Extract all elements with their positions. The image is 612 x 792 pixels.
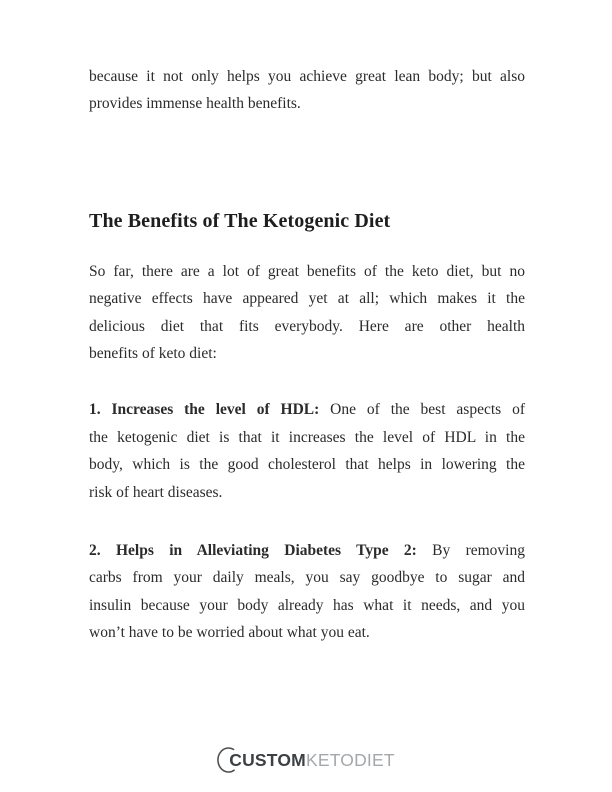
logo-text-custom: CUSTOM xyxy=(229,749,306,770)
benefit-item-diabetes xyxy=(89,537,525,647)
text-line: body, which is the good cholesterol that helps in lowering the xyxy=(89,456,525,474)
text-line: won’t have to be worried about what you eat. xyxy=(89,624,370,642)
section-heading: The Benefits of The Ketogenic Diet xyxy=(89,209,391,232)
brand-logo xyxy=(0,746,612,774)
logo-text-ketodiet: KETODIET xyxy=(305,749,395,770)
text-line: So far, there are a lot of great benefits of the keto diet, but no xyxy=(89,262,525,280)
overview-paragraph xyxy=(89,258,525,368)
benefit-item-hdl xyxy=(89,396,525,506)
text-line: insulin because your body already has what it needs, and you xyxy=(89,596,525,614)
text-line: 1. Increases the level of HDL: One of the best aspects of xyxy=(89,401,525,419)
text-line: carbs from your daily meals, you say goodbye to sugar and xyxy=(89,569,525,587)
text-line: risk of heart diseases. xyxy=(89,483,223,501)
text-line: because it not only helps you achieve great lean body; but also xyxy=(89,68,525,85)
document-page-content xyxy=(89,0,525,647)
text-line: provides immense health benefits. xyxy=(89,95,301,113)
text-line: the ketogenic diet is that it increases the level of HDL in the xyxy=(89,428,525,446)
text-line: negative effects have appeared yet at all; which makes it the xyxy=(89,290,525,308)
text-line: delicious diet that fits everybody. Here are other health xyxy=(89,317,525,335)
intro-paragraph xyxy=(89,63,525,118)
text-line: 2. Helps in Alleviating Diabetes Type 2: By removing xyxy=(89,542,525,560)
text-line: benefits of keto diet: xyxy=(89,345,217,363)
